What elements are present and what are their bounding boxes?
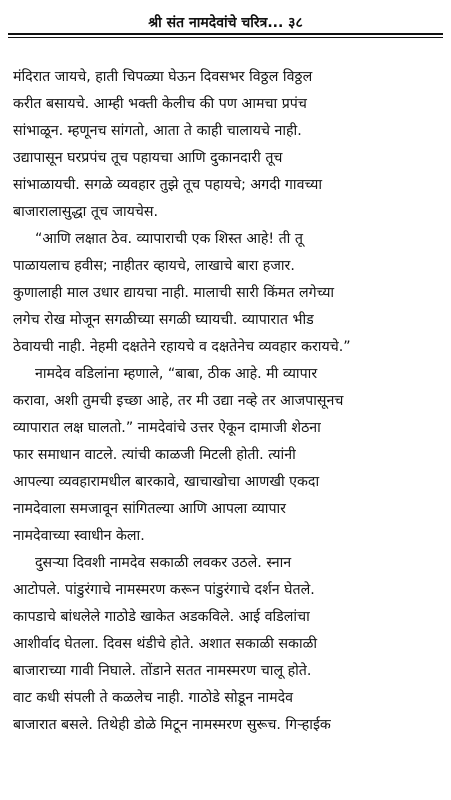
text-line: सांभाळायची. सगळे व्यवहार तुझे तूच पहायचे; अगदी गावच्या <box>13 177 323 193</box>
text-line: व्यापारात लक्ष घालतो.” नामदेवांचे उत्तर ऐकून दामाजी शेठना <box>13 420 321 436</box>
text-line: सांभाळून. म्हणूनच सांगतो, आता ते काही चालायचे नाही. <box>13 123 302 139</box>
text-line: बाजाराच्या गावी निघाले. तोंडाने सतत नामस्मरण चालू होते. <box>13 663 312 679</box>
page-header <box>0 0 451 40</box>
text-line: करावा, अशी तुमची इच्छा आहे, तर मी उद्या नव्हे तर आजपासूनच <box>13 393 344 409</box>
running-head: श्री संत नामदेवांचे चरित्र... ३८ <box>148 15 303 31</box>
body-text <box>13 64 445 739</box>
text-line: कुणालाही माल उधार द्यायचा नाही. मालाची सारी किंमत लगेच्या <box>13 285 335 301</box>
header-rule-thin <box>8 37 443 38</box>
paragraph-start-line: दुसऱ्या दिवशी नामदेव सकाळी लवकर उठले. स्नान <box>35 555 292 571</box>
text-line: फार समाधान वाटले. त्यांची काळजी मिटली होती. त्यांनी <box>13 447 296 463</box>
text-line: लगेच रोख मोजून सगळीच्या सगळी घ्यायची. व्यापारात भीड <box>13 312 314 328</box>
paragraph-start-line: “आणि लक्षात ठेव. व्यापाराची एक शिस्त आहे! ती तू <box>35 231 303 247</box>
text-line: करीत बसायचे. आम्ही भक्ती केलीच की पण आमचा प्रपंच <box>13 96 307 112</box>
text-line: बाजारात बसले. तिथेही डोळे मिटून नामस्मरण सुरूच. गिऱ्हाईक <box>13 717 331 733</box>
text-line: आटोपले. पांडुरंगाचे नामस्मरण करून पांडुरंगाचे दर्शन घेतले. <box>13 582 315 598</box>
text-line: वाट कधी संपली ते कळलेच नाही. गाठोडे सोडून नामदेव <box>13 690 294 706</box>
text-line: मंदिरात जायचे, हाती चिपळ्या घेऊन दिवसभर विठ्ठल विठ्ठल <box>13 69 313 85</box>
text-line: ठेवायची नाही. नेहमी दक्षतेने रहायचे व दक्षतेनेच व्यवहार करायचे.” <box>13 339 351 355</box>
header-rule-thick <box>8 33 443 35</box>
text-line: आशीर्वाद घेतला. दिवस थंडीचे होते. अशात सकाळी सकाळी <box>13 636 318 652</box>
text-line: नामदेवाला समजावून सांगितल्या आणि आपला व्यापार <box>13 501 286 517</box>
text-line: कापडाचे बांधलेले गाठोडे खाकेत अडकविले. आई वडिलांचा <box>13 609 310 625</box>
text-line: पाळायलाच हवीस; नाहीतर व्हायचे, लाखाचे बारा हजार. <box>13 258 295 274</box>
text-line: उद्यापासून घरप्रपंच तूच पहायचा आणि दुकानदारी तूच <box>13 150 283 166</box>
paragraph-start-line: नामदेव वडिलांना म्हणाले, “बाबा, ठीक आहे. मी व्यापार <box>35 366 318 382</box>
text-line: बाजारालासुद्धा तूच जायचेस. <box>13 204 159 220</box>
text-line: नामदेवाच्या स्वाधीन केला. <box>13 528 145 544</box>
text-line: आपल्या व्यवहारामधील बारकावे, खाचाखोचा आणखी एकदा <box>13 474 320 490</box>
